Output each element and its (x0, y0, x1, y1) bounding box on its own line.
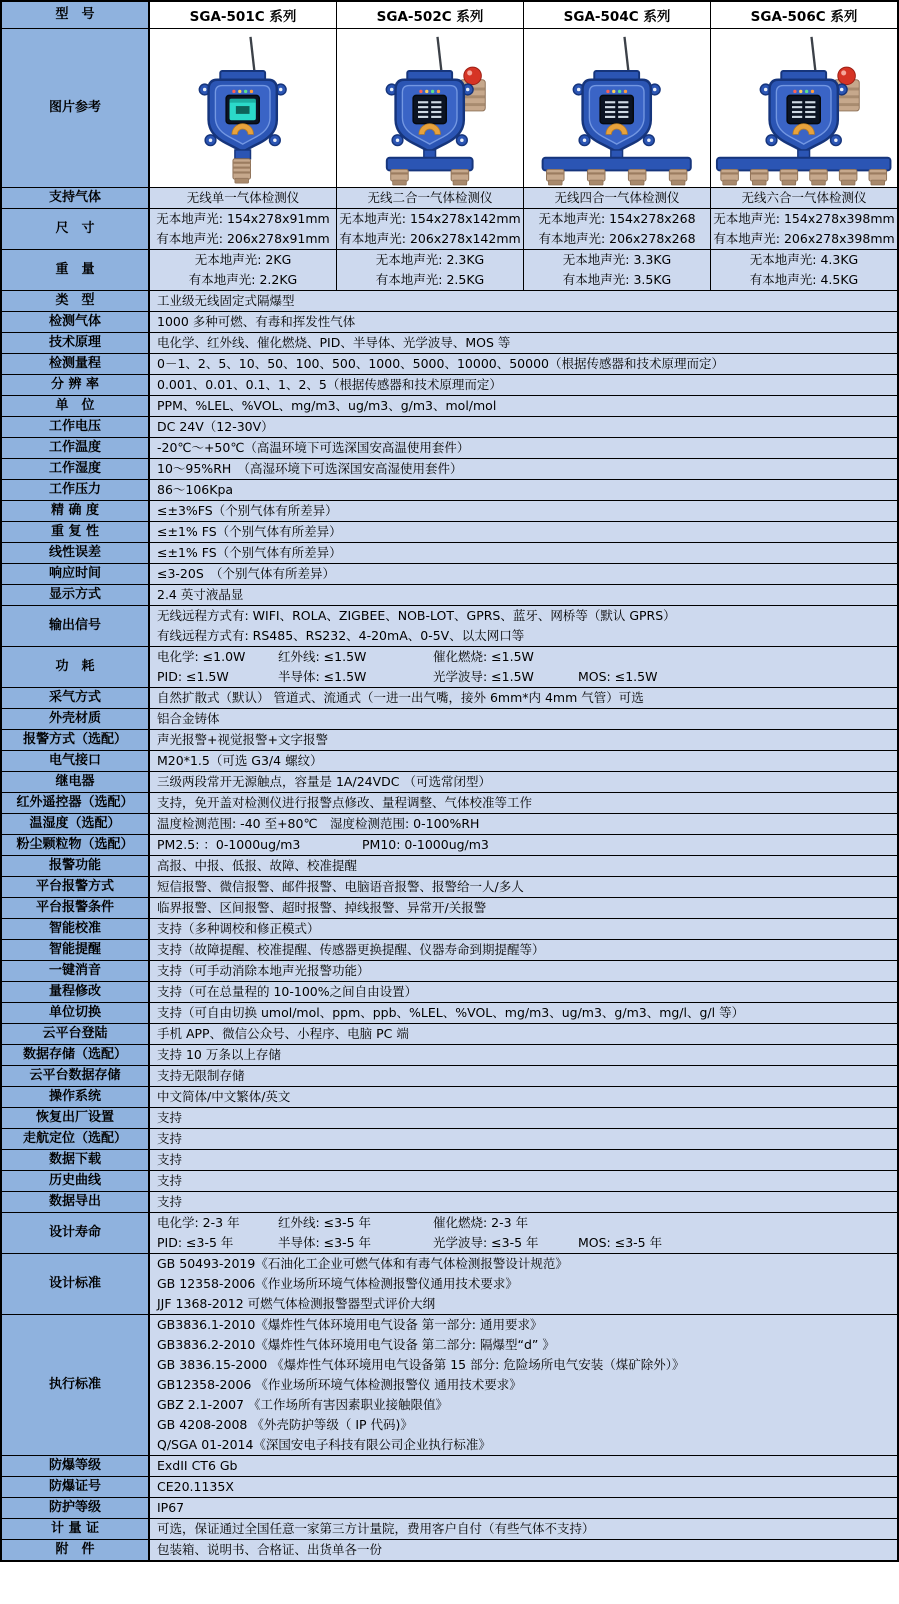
spec-line: 支持 (157, 1194, 183, 1209)
spec-line: 有本地声光: 206x278x268 (538, 231, 696, 246)
spec-row-50 (2, 1498, 897, 1519)
spec-segment: 光学波导: ≤1.5W (433, 669, 534, 684)
spec-value (150, 1540, 897, 1560)
spec-value (150, 564, 897, 584)
spec-line: ExdII CT6 Gb (157, 1458, 238, 1473)
spec-segment: PM2.5: ：0-1000ug/m3 (157, 837, 301, 852)
spec-row-14 (2, 522, 897, 543)
row-label: 数据下载 (2, 1150, 150, 1170)
row-label: 工作湿度 (2, 459, 150, 479)
row-label: 温湿度（选配） (2, 814, 150, 834)
spec-row-27 (2, 835, 897, 856)
spec-line: 中文简体/中文繁体/英文 (157, 1089, 291, 1104)
spec-row-25 (2, 793, 897, 814)
spec-row-31 (2, 919, 897, 940)
spec-line: 自然扩散式（默认） 管道式、流通式（一进一出气嘴，接外 6mm*内 4mm 气管）可选 (157, 690, 644, 705)
spec-value (150, 814, 897, 834)
row-label: 重 复 性 (2, 522, 150, 542)
spec-cell (150, 250, 336, 290)
spec-line: 2.4 英寸液晶显 (157, 587, 244, 602)
spec-value (150, 961, 897, 981)
row-label: 红外遥控器（选配） (2, 793, 150, 813)
spec-value (150, 688, 897, 708)
spec-line: 无本地声光: 2KG (194, 252, 292, 267)
spec-value (150, 354, 897, 374)
spec-line: 0－1、2、5、10、50、100、500、1000、5000、10000、50000（根据传感器和技术原理而定） (157, 356, 724, 371)
spec-row-37 (2, 1045, 897, 1066)
row-label: 重 量 (2, 250, 150, 290)
spec-line: 支持 (157, 1152, 183, 1167)
spec-segment: 催化燃烧: ≤1.5W (433, 649, 534, 664)
spec-row-2 (2, 250, 897, 291)
spec-line: 无本地声光: 4.3KG (749, 252, 859, 267)
spec-line (157, 1213, 891, 1233)
spec-line: 无本地声光: 2.3KG (375, 252, 485, 267)
spec-line: 支持，免开盖对检测仪进行报警点修改、量程调整、气体校准等工作 (157, 795, 533, 810)
product-image-sga-502c (336, 29, 523, 187)
row-label: 设计标准 (2, 1254, 150, 1314)
spec-value (150, 585, 897, 605)
spec-value (150, 877, 897, 897)
spec-segment: 光学波导: ≤3-5 年 (433, 1235, 539, 1250)
spec-line: IP67 (157, 1500, 185, 1515)
spec-value (150, 835, 897, 855)
spec-line: 有线远程方式有: RS485、RS232、4-20mA、0-5V、以太网口等 (157, 628, 525, 643)
spec-value (150, 1171, 897, 1191)
spec-line: DC 24V（12-30V） (157, 419, 274, 434)
row-label: 工作压力 (2, 480, 150, 500)
gas-detector-illustration (153, 31, 332, 187)
spec-row-8 (2, 396, 897, 417)
row-label: 防护等级 (2, 1498, 150, 1518)
spec-cell (150, 209, 336, 249)
spec-line: M20*1.5（可选 G3/4 螺纹） (157, 753, 323, 768)
row-label: 附 件 (2, 1540, 150, 1560)
spec-row-4 (2, 312, 897, 333)
spec-value (150, 1519, 897, 1539)
row-label: 平台报警方式 (2, 877, 150, 897)
spec-cell (523, 250, 710, 290)
row-label: 电气接口 (2, 751, 150, 771)
spec-segment: PID: ≤3-5 年 (157, 1235, 234, 1250)
model-header-3: SGA-504C 系列 (523, 2, 710, 28)
row-label: 防爆证号 (2, 1477, 150, 1497)
spec-value (150, 709, 897, 729)
spec-line: 支持（故障提醒、校准提醒、传感器更换提醒、仪器寿命到期提醒等） (157, 942, 545, 957)
row-label: 云平台登陆 (2, 1024, 150, 1044)
row-label: 技术原理 (2, 333, 150, 353)
spec-row-20 (2, 688, 897, 709)
spec-value (150, 396, 897, 416)
spec-line: GB 3836.15-2000 《爆炸性气体环境用电气设备第 15 部分: 危险场所电气安装（煤矿除外）》 (157, 1357, 685, 1372)
spec-value (150, 647, 897, 687)
spec-line: ≤3-20S （个别气体有所差异） (157, 566, 336, 581)
spec-value (150, 312, 897, 332)
spec-line: 支持 (157, 1173, 183, 1188)
spec-row-35 (2, 1003, 897, 1024)
spec-value (150, 291, 897, 311)
spec-line: -20℃～+50℃（高温环境下可选深国安高温使用套件） (157, 440, 470, 455)
spec-row-47 (2, 1315, 897, 1456)
spec-segment: 半导体: ≤1.5W (278, 669, 367, 684)
spec-value (150, 1213, 897, 1253)
spec-row-43 (2, 1171, 897, 1192)
row-label: 云平台数据存储 (2, 1066, 150, 1086)
spec-row-13 (2, 501, 897, 522)
spec-row-30 (2, 898, 897, 919)
spec-value (150, 1254, 897, 1314)
spec-value (150, 375, 897, 395)
spec-value (150, 1315, 897, 1455)
spec-value (150, 1045, 897, 1065)
spec-row-32 (2, 940, 897, 961)
row-label: 分 辨 率 (2, 375, 150, 395)
spec-line: GB 12358-2006《作业场所环境气体检测报警仪通用技术要求》 (157, 1276, 518, 1291)
image-row (2, 29, 897, 188)
spec-value (150, 1477, 897, 1497)
spec-line: 支持（可自由切换 umol/mol、ppm、ppb、%LEL、%VOL、mg/m3、ug/m3、g/m3、mg/l、g/l 等） (157, 1005, 745, 1020)
spec-row-1 (2, 209, 897, 250)
spec-line: 无线六合一气体检测仪 (741, 190, 867, 205)
gas-detector-illustration (340, 31, 519, 187)
spec-value (150, 480, 897, 500)
spec-cell (523, 209, 710, 249)
row-label: 报警方式（选配） (2, 730, 150, 750)
spec-line: 支持（可在总量程的 10-100%之间自由设置） (157, 984, 418, 999)
spec-line: 有本地声光: 2.2KG (188, 272, 298, 287)
spec-cell (336, 250, 523, 290)
spec-row-6 (2, 354, 897, 375)
spec-line: PPM、%LEL、%VOL、mg/m3、ug/m3、g/m3、mol/mol (157, 398, 497, 413)
spec-value (150, 982, 897, 1002)
row-label: 检测气体 (2, 312, 150, 332)
spec-row-51 (2, 1519, 897, 1540)
row-label: 一键消音 (2, 961, 150, 981)
spec-line (157, 835, 891, 855)
spec-line: 有本地声光: 3.5KG (562, 272, 672, 287)
spec-row-36 (2, 1024, 897, 1045)
spec-row-5 (2, 333, 897, 354)
row-label: 智能提醒 (2, 940, 150, 960)
spec-value (150, 501, 897, 521)
spec-value (150, 438, 897, 458)
spec-cell (150, 188, 336, 208)
spec-value (150, 940, 897, 960)
spec-cell (710, 209, 897, 249)
spec-value (150, 919, 897, 939)
spec-line: GB12358-2006 《作业场所环境气体检测报警仪 通用技术要求》 (157, 1377, 522, 1392)
gas-detector-illustration (714, 31, 893, 187)
row-label: 外壳材质 (2, 709, 150, 729)
spec-cell (523, 188, 710, 208)
spec-segment: 半导体: ≤3-5 年 (278, 1235, 372, 1250)
spec-line: 手机 APP、微信公众号、小程序、电脑 PC 端 (157, 1026, 409, 1041)
spec-line: 10～95%RH （高湿环境下可选深国安高湿使用套件） (157, 461, 463, 476)
row-label: 智能校准 (2, 919, 150, 939)
row-label: 功 耗 (2, 647, 150, 687)
spec-line: GB3836.2-2010《爆炸性气体环境用电气设备 第二部分: 隔爆型“d” 》 (157, 1337, 555, 1352)
spec-value (150, 856, 897, 876)
row-label: 平台报警条件 (2, 898, 150, 918)
row-label: 支持气体 (2, 188, 150, 208)
spec-cell (710, 188, 897, 208)
row-label: 工作温度 (2, 438, 150, 458)
row-label: 执行标准 (2, 1315, 150, 1455)
spec-line: JJF 1368-2012 可燃气体检测报警器型式评价大纲 (157, 1296, 436, 1311)
spec-line: 支持 (157, 1110, 183, 1125)
spec-line (157, 1233, 891, 1253)
spec-line: 短信报警、微信报警、邮件报警、电脑语音报警、报警给一人/多人 (157, 879, 524, 894)
spec-line: 1000 多种可燃、有毒和挥发性气体 (157, 314, 356, 329)
spec-line: 支持无限制存储 (157, 1068, 245, 1083)
spec-row-29 (2, 877, 897, 898)
spec-line: 临界报警、区间报警、超时报警、掉线报警、异常开/关报警 (157, 900, 487, 915)
spec-line: 无本地声光: 154x278x91mm (156, 211, 330, 226)
spec-row-41 (2, 1129, 897, 1150)
row-label: 单 位 (2, 396, 150, 416)
spec-value (150, 1108, 897, 1128)
spec-value (150, 333, 897, 353)
spec-line: 支持 (157, 1131, 183, 1146)
spec-line: GB 4208-2008 《外壳防护等级（ IP 代码)》 (157, 1417, 413, 1432)
spec-cell (336, 188, 523, 208)
spec-row-33 (2, 961, 897, 982)
row-label: 响应时间 (2, 564, 150, 584)
spec-value (150, 1066, 897, 1086)
row-label: 精 确 度 (2, 501, 150, 521)
spec-row-18 (2, 606, 897, 647)
spec-segment: MOS: ≤3-5 年 (578, 1235, 663, 1250)
spec-line: 声光报警+视觉报警+文字报警 (157, 732, 328, 747)
spec-line: 无线四合一气体检测仪 (554, 190, 680, 205)
spec-line: ≤±3%FS（个别气体有所差异） (157, 503, 338, 518)
spec-cell (710, 250, 897, 290)
spec-line: 86～106Kpa (157, 482, 234, 497)
spec-line: GB 50493-2019《石油化工企业可燃气体和有毒气体检测报警设计规范》 (157, 1256, 568, 1271)
spec-value (150, 606, 897, 646)
spec-row-17 (2, 585, 897, 606)
spec-line (157, 647, 891, 667)
row-label: 计 量 证 (2, 1519, 150, 1539)
spec-row-15 (2, 543, 897, 564)
spec-row-21 (2, 709, 897, 730)
spec-row-44 (2, 1192, 897, 1213)
row-label: 采气方式 (2, 688, 150, 708)
spec-line: ≤±1% FS（个别气体有所差异） (157, 524, 342, 539)
spec-row-0 (2, 188, 897, 209)
spec-segment: 红外线: ≤1.5W (278, 649, 367, 664)
spec-line: 有本地声光: 206x278x398mm (713, 231, 895, 246)
row-label: 尺 寸 (2, 209, 150, 249)
row-label: 粉尘颗粒物（选配） (2, 835, 150, 855)
product-image-sga-504c (523, 29, 710, 187)
spec-segment: 催化燃烧: 2-3 年 (433, 1215, 529, 1230)
spec-row-48 (2, 1456, 897, 1477)
spec-segment: 红外线: ≤3-5 年 (278, 1215, 372, 1230)
spec-line: 有本地声光: 2.5KG (375, 272, 485, 287)
spec-row-16 (2, 564, 897, 585)
spec-value (150, 898, 897, 918)
spec-line (157, 667, 891, 687)
row-label: 操作系统 (2, 1087, 150, 1107)
spec-row-42 (2, 1150, 897, 1171)
product-image-sga-501c (150, 29, 336, 187)
row-label: 线性误差 (2, 543, 150, 563)
spec-line: 无线单一气体检测仪 (186, 190, 300, 205)
spec-line: 可选，保证通过全国任意一家第三方计量院，费用客户自付（有些气体不支持） (157, 1521, 595, 1536)
spec-line: 0.001、0.01、0.1、1、2、5（根据传感器和技术原理而定） (157, 377, 502, 392)
spec-row-34 (2, 982, 897, 1003)
spec-line: 有本地声光: 4.5KG (749, 272, 859, 287)
spec-line: 温度检测范围: -40 至+80℃ 湿度检测范围: 0-100%RH (157, 816, 480, 831)
model-header-2: SGA-502C 系列 (336, 2, 523, 28)
spec-line: 支持 10 万条以上存储 (157, 1047, 281, 1062)
spec-value (150, 459, 897, 479)
spec-row-24 (2, 772, 897, 793)
spec-row-52 (2, 1540, 897, 1560)
spec-value (150, 1192, 897, 1212)
spec-line: 有本地声光: 206x278x142mm (339, 231, 521, 246)
row-label: 检测量程 (2, 354, 150, 374)
spec-line: Q/SGA 01-2014《深国安电子科技有限公司企业执行标准》 (157, 1437, 491, 1452)
spec-line: 铝合金铸体 (157, 711, 220, 726)
row-label: 报警功能 (2, 856, 150, 876)
spec-value (150, 772, 897, 792)
spec-value (150, 543, 897, 563)
spec-line: ≤±1% FS（个别气体有所差异） (157, 545, 342, 560)
spec-line: 包装箱、说明书、合格证、出货单各一份 (157, 1542, 383, 1557)
spec-cell (336, 209, 523, 249)
spec-segment: PM10: 0-1000ug/m3 (362, 837, 489, 852)
spec-line: 电化学、红外线、催化燃烧、PID、半导体、光学波导、MOS 等 (157, 335, 511, 350)
row-label: 输出信号 (2, 606, 150, 646)
spec-value (150, 1150, 897, 1170)
spec-segment: 电化学: ≤1.0W (157, 649, 246, 664)
row-label: 继电器 (2, 772, 150, 792)
spec-segment: MOS: ≤1.5W (578, 669, 658, 684)
spec-row-39 (2, 1087, 897, 1108)
spec-row-49 (2, 1477, 897, 1498)
spec-line: 无本地声光: 154x278x142mm (339, 211, 521, 226)
spec-line: GB3836.1-2010《爆炸性气体环境用电气设备 第一部分: 通用要求》 (157, 1317, 543, 1332)
spec-line: 工业级无线固定式隔爆型 (157, 293, 295, 308)
spec-value (150, 1456, 897, 1476)
row-label: 恢复出厂设置 (2, 1108, 150, 1128)
spec-line: 支持（多种调校和修正模式） (157, 921, 320, 936)
model-header-4: SGA-506C 系列 (710, 2, 897, 28)
spec-value (150, 522, 897, 542)
spec-value (150, 751, 897, 771)
model-column-header: 型 号 (2, 2, 150, 28)
spec-row-40 (2, 1108, 897, 1129)
row-label: 数据存储（选配） (2, 1045, 150, 1065)
spec-value (150, 1003, 897, 1023)
spec-line: 高报、中报、低报、故障、校准提醒 (157, 858, 358, 873)
spec-row-23 (2, 751, 897, 772)
row-label: 显示方式 (2, 585, 150, 605)
row-label: 工作电压 (2, 417, 150, 437)
spec-row-3 (2, 291, 897, 312)
spec-line: CE20.1135X (157, 1479, 234, 1494)
spec-row-7 (2, 375, 897, 396)
spec-row-28 (2, 856, 897, 877)
row-label: 设计寿命 (2, 1213, 150, 1253)
spec-value (150, 417, 897, 437)
spec-value (150, 1087, 897, 1107)
spec-row-19 (2, 647, 897, 688)
spec-value (150, 1498, 897, 1518)
gas-detector-illustration (527, 31, 706, 187)
row-label: 数据导出 (2, 1192, 150, 1212)
row-label: 单位切换 (2, 1003, 150, 1023)
spec-line: 支持（可手动消除本地声光报警功能） (157, 963, 370, 978)
model-header-1: SGA-501C 系列 (150, 2, 336, 28)
row-label: 走航定位（选配） (2, 1129, 150, 1149)
image-row-label: 图片参考 (2, 29, 150, 187)
spec-row-46 (2, 1254, 897, 1315)
spec-line: 三级两段常开无源触点，容量是 1A/24VDC （可选常闭型） (157, 774, 491, 789)
spec-line: 无本地声光: 154x278x268 (538, 211, 696, 226)
header-row (2, 2, 897, 29)
row-label: 量程修改 (2, 982, 150, 1002)
spec-row-10 (2, 438, 897, 459)
row-label: 历史曲线 (2, 1171, 150, 1191)
spec-line: 有本地声光: 206x278x91mm (156, 231, 330, 246)
spec-segment: PID: ≤1.5W (157, 669, 229, 684)
spec-row-45 (2, 1213, 897, 1254)
spec-segment: 电化学: 2-3 年 (157, 1215, 240, 1230)
spec-line: 无本地声光: 3.3KG (562, 252, 672, 267)
spec-line: 无线远程方式有: WIFI、ROLA、ZIGBEE、NOB-LOT、GPRS、蓝牙、网桥等（默认 GPRS） (157, 608, 676, 623)
spec-line: 无本地声光: 154x278x398mm (713, 211, 895, 226)
spec-value (150, 1129, 897, 1149)
spec-row-11 (2, 459, 897, 480)
spec-row-12 (2, 480, 897, 501)
spec-row-38 (2, 1066, 897, 1087)
spec-line: GBZ 2.1-2007 《工作场所有害因素职业接触限值》 (157, 1397, 448, 1412)
product-image-sga-506c (710, 29, 897, 187)
spec-row-22 (2, 730, 897, 751)
spec-row-9 (2, 417, 897, 438)
row-label: 类 型 (2, 291, 150, 311)
row-label: 防爆等级 (2, 1456, 150, 1476)
spec-value (150, 1024, 897, 1044)
spec-value (150, 793, 897, 813)
spec-line: 无线二合一气体检测仪 (367, 190, 493, 205)
spec-value (150, 730, 897, 750)
spec-row-26 (2, 814, 897, 835)
